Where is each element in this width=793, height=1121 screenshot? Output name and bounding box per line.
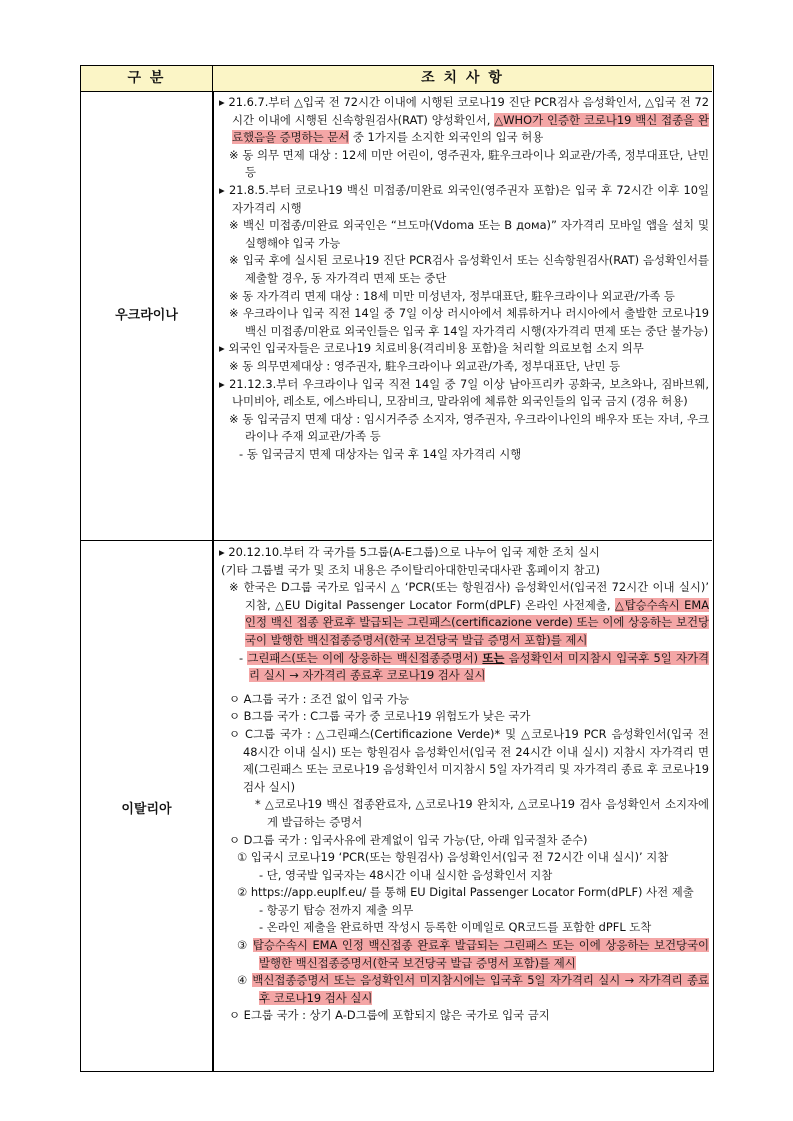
ukraine-note-1: ※ 동 의무 면제 대상 : 12세 미만 어린이, 영주권자, 駐우크라이나 외교관/가족, 정부대표단, 난민 등 [229,147,709,180]
ukraine-item-3: ▸ 외국인 입국자들은 코로나19 치료비용(격리비용 포함)을 처리할 의료보험 소지 의무 [219,341,644,356]
italy-group-c-note: * △코로나19 백신 접종완료자, △코로나19 완치자, △코로나19 검사 음성확인서 소지자에게 발급하는 증명서 [255,797,709,829]
ukraine-item-2: ▸ 21.8.5.부터 코로나19 백신 미접종/미완료 외국인(영주권자 포함)은 입국 후 72시간 이후 10일 자가격리 시행 [219,182,709,215]
ukraine-note-3: ※ 입국 후에 실시된 코로나19 진단 PCR검사 음성확인서 또는 신속항원검사(RAT) 음성확인서를 제출할 경우, 동 자가격리 면제 또는 중단 [229,253,709,285]
italy-measures [219,544,709,1025]
italy-d-step-2: ② https://app.euplf.eu/ 를 통해 EU Digital Passenger Locator Form(dPLF) 사전 제출 [237,885,694,900]
italy-sub-1: - 그린패스(또는 이에 상응하는 백신접종증명서) 또는 음성확인서 미지참시 입국후 5일 자가격리 실시 → 자가격리 종료후 코로나19 검사 실시 [239,650,709,683]
country-italy: 이탈리아 [121,802,172,817]
italy-item-1-ref: (기타 그룹별 국가 및 조치 내용은 주이탈리아대한민국대사관 홈페이지 참고) [221,562,600,577]
highlight: 그린패스(또는 이에 상응하는 백신접종증명서) 또는 음성확인서 미지참시 입국후 5일 자가격리 실시 → 자가격리 종료후 코로나19 검사 실시 [247,650,709,683]
ukraine-note-6: ※ 동 의무면제대상 : 영주권자, 駐우크라이나 외교관/가족, 정부대표단, 난민 등 [229,358,621,373]
italy-note-1: ※ 한국은 D그룹 국가로 입국시 △ ‘PCR(또는 항원검사) 음성확인서(입국전 72시간 이내 실시)’ 지참, △EU Digital Passenger Locator Form(dPLF) 온라인 사전제출, △탑승수속시 EMA 인정 백신 접종 완료후 발급되는 그린패스(certificazione verde) 또는 이에 상응하는 보건당국이 발행한 백신접종증명서(한국 보건당국 발급 증명서 포함)를 제시 [229,580,709,647]
ukraine-note-5: ※ 우크라이나 입국 직전 14일 중 7일 이상 러시아에서 체류하거나 러시아에서 출발한 코로나19 백신 미접종/미완료 외국인들은 입국 후 14일 자가격리 시행(자가격리 면제 또는 중단 불가능) [229,306,709,338]
italy-d-step-3: ③ 탑승수속시 EMA 인정 백신접종 완료후 발급되는 그린패스 또는 이에 상응하는 보건당국이 발행한 백신접종증명서(한국 보건당국 발급 증명서 포함)를 제시 [237,938,709,970]
italy-item-1: ▸ 20.12.10.부터 각 국가를 5그룹(A-E그룹)으로 나누어 입국 제한 조치 실시 [219,545,600,559]
ukraine-note-2: ※ 백신 미접종/미완료 외국인은 “브도마(Vdoma 또는 В дома)” 자가격리 모바일 앱을 설치 및 실행해야 입국 가능 [229,218,709,250]
italy-d-step-2-sub-2: - 온라인 제출을 완료하면 작성시 등록한 이메일로 QR코드를 포함한 dPFL 도착 [259,920,652,935]
ukraine-note-4: ※ 동 자가격리 면제 대상 : 18세 미만 미성년자, 정부대표단, 駐우크라이나 외교관/가족 등 [229,288,675,303]
italy-group-e: ㅇ E그룹 국가 : 상기 A-D그룹에 포함되지 않은 국가로 입국 금지 [229,1008,550,1023]
italy-d-step-1-sub: - 단, 영국발 입국자는 48시간 이내 실시한 음성확인서 지참 [259,867,553,882]
italy-d-step-2-sub-1: - 항공기 탑승 전까지 제출 의무 [259,902,414,917]
italy-d-step-1: ① 입국시 코로나19 ‘PCR(또는 항원검사) 음성확인서(입국 전 72시간 이내 실시)’ 지참 [237,850,669,865]
column-divider [212,91,214,1071]
header-category: 구 분 [81,66,213,91]
ukraine-note-7: ※ 동 입국금지 면제 대상 : 임시거주증 소지자, 영주권자, 우크라이나인의 배우자 또는 자녀, 우크라이나 주재 외교관/가족 등 [229,411,709,444]
italy-group-d: ㅇ D그룹 국가 : 입국사유에 관계없이 입국 가능(단, 아래 입국절차 준수) [229,832,588,847]
highlight: 백신접종증명서 또는 음성확인서 미지참시에는 입국후 5일 자가격리 실시 → 자가격리 종료후 코로나19 검사 실시 [252,973,709,1005]
table-header [81,66,712,92]
row-divider [81,540,712,541]
italy-group-b: ㅇ B그룹 국가 : C그룹 국가 중 코로나19 위험도가 낮은 국가 [229,709,531,724]
ukraine-item-1: ▸ 21.6.7.부터 △입국 전 72시간 이내에 시행된 코로나19 진단 PCR검사 음성확인서, △입국 전 72시간 이내에 시행된 신속항원검사(RAT) 양성확인서, △WHO가 인증한 코로나19 백신 접종을 완료했음을 증명하는 문서 중 1가지를 소지한 외국인의 입국 허용 [219,95,710,145]
measures-table [80,65,714,1072]
header-measures: 조 치 사 항 [421,70,504,86]
ukraine-sub-1: - 동 입국금지 면제 대상자는 입국 후 14일 자가격리 시행 [239,446,522,461]
highlight: △탑승수속시 EMA 인정 백신 접종 완료후 발급되는 그린패스(certificazione verde) 또는 이에 상응하는 보건당국이 발행한 백신접종증명서(한국 보건당국 발급 증명서 포함)를 제시 [245,597,709,647]
highlight: △WHO가 인증한 코로나19 백신 접종을 완료했음을 증명하는 문서 [232,112,710,145]
highlight: 탑승수속시 EMA 인정 백신접종 완료후 발급되는 그린패스 또는 이에 상응하는 보건당국이 발행한 백신접종증명서(한국 보건당국 발급 증명서 포함)를 제시 [252,938,709,970]
ukraine-item-4: ▸ 21.12.3.부터 우크라이나 입국 직전 14일 중 7일 이상 남아프리카 공화국, 보츠와나, 짐바브웨, 나미비아, 레소토, 에스바티니, 모잠비크, 말라위에 체류한 외국인들의 입국 금지 (경유 허용) [219,376,709,409]
italy-group-a: ㅇ A그룹 국가 : 조건 없이 입국 가능 [229,691,410,706]
ukraine-measures [219,94,709,463]
italy-group-c: ㅇ C그룹 국가 : △그린패스(Certificazione Verde)* 및 △코로나19 PCR 음성확인서(입국 전 48시간 이내 실시) 또는 항원검사 음성확인서(입국 전 24시간 이내 실시) 지참시 자가격리 면제(그린패스 또는 코로나19 음성확인서 미지참시 5일 자가격리 및 자가격리 종료 후 코로나19 검사 실시) [229,726,709,794]
italy-d-step-4: ④ 백신접종증명서 또는 음성확인서 미지참시에는 입국후 5일 자가격리 실시 → 자가격리 종료후 코로나19 검사 실시 [237,973,709,1005]
country-ukraine: 우크라이나 [115,308,178,323]
